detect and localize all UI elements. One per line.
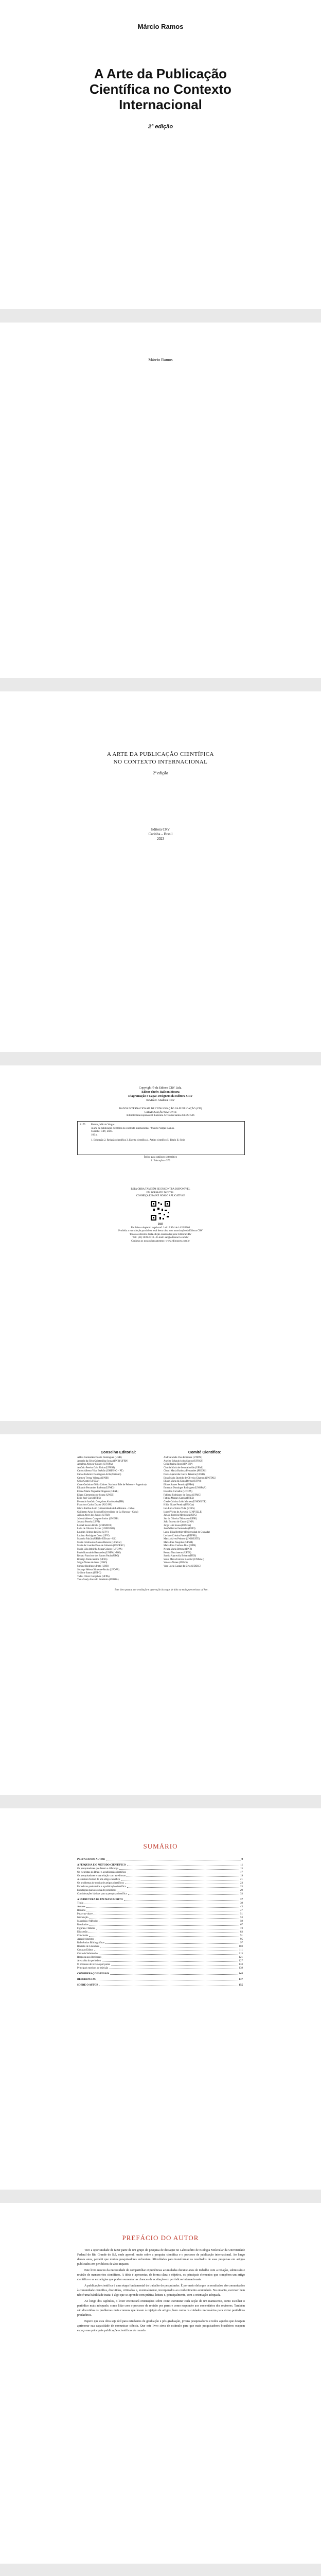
- toc-entry[interactable]: [77, 1874, 243, 1878]
- toc-leader: [106, 1858, 241, 1860]
- toc-leader: [127, 1871, 239, 1873]
- toc-entry-page: 103: [239, 1945, 243, 1948]
- catalog-heading: [0, 1108, 321, 1118]
- qr-code-icon: [150, 1200, 171, 1221]
- toc-entry-page: 91: [240, 1935, 243, 1937]
- toc-entry-page: 37: [240, 1899, 243, 1901]
- toc-leader: [110, 1972, 238, 1975]
- council-member: Maria de Lourdes Pinto de Almeida (UNOESC): [77, 1545, 125, 1548]
- toc-entry-title: CONSIDERAÇÕES FINAIS: [77, 1973, 109, 1975]
- toc-entry-title: A escolha do periódico: [77, 1960, 101, 1962]
- toc-leader: [102, 1959, 238, 1962]
- toc-entry-page: 19: [240, 1875, 243, 1877]
- preface-page: [0, 2203, 321, 2564]
- toc-entry[interactable]: [77, 1882, 243, 1885]
- scientific-committee-list: [164, 1456, 246, 1569]
- toc-leader: [99, 1920, 239, 1922]
- toc-entry-page: 67: [240, 1924, 243, 1926]
- council-member: Aldira Guimarães Duarte Domínguez (UNB): [77, 1456, 122, 1459]
- toc-entry-title: A ESTRUTURA DE UM MANUSCRITO: [77, 1899, 123, 1901]
- toc-entry-page: 127: [239, 1960, 243, 1962]
- toc-entry-page: 73: [240, 1927, 243, 1930]
- rights-line: ESTA OBRA TAMBÉM SE ENCONTRA DISPONÍVEL: [131, 1188, 190, 1191]
- toc-entry[interactable]: [77, 1858, 243, 1861]
- preface-paragraph: Tive a oportunidade de fazer parte de um grupo de pesquisa de destaque no Laboratório de Biologia Molecular da Universidade Federal do Rio Grande do Sul, onde aprendi muito sobre a pesquisa científica e o processo de publicação internacional. Ao longo desses anos, percebi que muitos pesquisadores enfrentam dificuldades para transformar os resultados de suas pesquisas em artigos publicados em periódicos de alto impacto.: [77, 2249, 245, 2266]
- toc-entry[interactable]: [77, 1916, 243, 1920]
- copyright-line: Copyright © da Editora CRV Ltda.: [139, 1087, 182, 1090]
- council-member: Elione Maria Nogueira Diogenes (UFAL): [77, 1490, 119, 1493]
- preface-paragraph: Este livro nasceu da necessidade de compartilhar experiências acumuladas durante anos de trabalho com a redação, submissão e revisão de manuscritos científicos. A ideia é apresentar, de forma clara e objetiva, os principais elementos que compõem um artigo científico e as estratégias que podem aumentar as chances de aceitação em periódicos internacionais.: [77, 2269, 245, 2281]
- toc-entry[interactable]: [77, 1972, 243, 1976]
- council-member: João Adalberto Campato Junior (UNESP): [77, 1517, 119, 1520]
- toc-entry[interactable]: [77, 1956, 243, 1959]
- council-member: Sérgio Nunes de Jesus (IFRO): [77, 1562, 108, 1565]
- councils-footnote: Este livro passou por avaliação e aprovação às cegas de dois ou mais pareceristas ad hoc.: [115, 1589, 208, 1591]
- council-member: Maria Cristina dos Santos Bezerra (UFSCar): [77, 1541, 121, 1544]
- toc-entry[interactable]: [77, 1941, 243, 1945]
- toc-entry[interactable]: [77, 1934, 243, 1938]
- council-member: Neuza Maria Bettenz (UNB): [164, 1548, 192, 1551]
- toc-entry-page: 115: [239, 1953, 243, 1955]
- footer-line: 2023: [158, 1223, 163, 1226]
- toc-entry-title: Revisão de Literatura: [77, 1945, 100, 1948]
- council-member: Paulo Romualdo Hernandes (UNIFAL-MG): [77, 1551, 121, 1554]
- copyright-line: Diagramação e Capa: Designers da Editora CRV: [128, 1095, 193, 1098]
- toc-entry[interactable]: [77, 1948, 243, 1952]
- catalog-line: A arte da publicação científica no contexto internacional / Márcio Vargas Ramos.: [91, 1127, 175, 1130]
- council-member: Maria Lília Imbiriba Sousa Colares (UFOPA): [77, 1548, 122, 1551]
- year: 2023: [157, 837, 164, 841]
- toc-entry-title: SOBRE O AUTOR: [77, 1984, 99, 1987]
- toc-entry[interactable]: [77, 1912, 243, 1916]
- footer-line: Conheça os nossos lançamentos: www.editoracrv.com.br: [131, 1240, 190, 1243]
- preface-paragraph: A publicação científica é uma etapa fundamental do trabalho do pesquisador. É por meio dela que os resultados são comunicados à comunidade científica, discutidos, criticados e, eventualmente, incorporados ao conhecimento acumulado. No entanto, escrever bem não é uma habilidade inata; é algo que se aprende com prática, leitura e, principalmente, com a orientação adequada.: [77, 2284, 245, 2297]
- toc-entry-title: A estrutura formal de um artigo científico: [77, 1878, 120, 1881]
- council-member: Carlos Federico Dominguez Avila (Unieuro): [77, 1473, 121, 1476]
- toc-entry[interactable]: [77, 1963, 243, 1967]
- council-member: Jaciara Ferreira Mendonça (UFC): [164, 1514, 197, 1517]
- toc-entry-page: 11: [240, 1864, 243, 1867]
- toc-entry[interactable]: [77, 1863, 243, 1867]
- toc-entry-title: Resposta aos Revisores: [77, 1956, 101, 1959]
- council-member: Cesar Gerónimo Tello (Univer. Nacional Três de Febrero – Argentina): [77, 1483, 147, 1486]
- catalog-heading-line: Bibliotecária responsável: Luzenira Alves dos Santos CRB9/1506: [127, 1114, 194, 1117]
- title-imprint: [0, 827, 321, 841]
- cover-title-line: Científica no Contexto: [90, 81, 231, 97]
- toc-leader: [100, 1945, 238, 1947]
- toc-entry[interactable]: [77, 1967, 243, 1970]
- footer-line: Proibida a reprodução parcial ou total desta obra sem autorização da Editora CRV: [118, 1230, 203, 1232]
- toc-entry-title: Carta de Submissão: [77, 1953, 98, 1955]
- toc-list: [77, 1856, 243, 1987]
- council-member: Guillermo Arias Beatón (Universidade de La Havana – Cuba): [77, 1511, 138, 1514]
- toc-entry[interactable]: [77, 1902, 243, 1905]
- council-member: Célia Regina Rossi (UNESP): [164, 1463, 193, 1466]
- council-member: Cleoni Maria Barboza Fernandes (PUCRS): [164, 1470, 207, 1473]
- council-member: Carmen Tereza Velanga (UNIR): [77, 1477, 109, 1480]
- council-member: Andrea Maila Voss Kominek (UTFPR): [164, 1456, 202, 1459]
- toc-entry[interactable]: [77, 1952, 243, 1956]
- council-member: João Bezerra de Castro (UNP): [164, 1521, 194, 1524]
- toc-entry-title: O processo de revisão por pares: [77, 1963, 110, 1966]
- toc-entry-title: Resumo: [77, 1909, 86, 1912]
- page-separator: [0, 2564, 321, 2576]
- toc-entry-page: 43: [240, 1906, 243, 1908]
- council-member: Leonel Severo Rocha (UNISINOS): [77, 1524, 113, 1527]
- index-block: [0, 1156, 321, 1163]
- toc-entry[interactable]: [77, 1945, 243, 1948]
- council-member: Jailson Alves dos Santos (UFRJ): [77, 1514, 110, 1517]
- toc-entry-page: 25: [240, 1886, 243, 1888]
- council-member: Fabiana Rodrigues de Sousa (UFMG): [164, 1494, 201, 1497]
- catalog-card: [77, 1121, 245, 1155]
- toc-leader: [99, 1984, 238, 1986]
- rights-line: CONHEÇA E BAIXE NOSSO APLICATIVO!: [136, 1195, 185, 1197]
- preface-heading: PREFÁCIO DO AUTOR: [122, 2234, 199, 2242]
- councils-page: [0, 1434, 321, 1795]
- toc-entry-page: 147: [239, 1978, 243, 1981]
- toc-entry-title: Os pesquisadores que fazem a diferença: [77, 1868, 119, 1870]
- catalog-entries: [91, 1124, 240, 1143]
- rights-line: EM FORMATO DIGITAL.: [146, 1191, 175, 1194]
- toc-leader: [86, 1905, 239, 1908]
- council-member: Eduardo Fernandes Barbosa (UFMG): [77, 1487, 115, 1490]
- toc-leader: [86, 1909, 239, 1911]
- council-member: Tania Suely Azevedo Brasileiro (UFOPA): [77, 1579, 119, 1582]
- toc-entry[interactable]: [77, 1923, 243, 1927]
- toc-entry-page: 17: [240, 1871, 243, 1874]
- council-member: Jorge Luiz Sousa (UFSCar): [164, 1524, 191, 1527]
- toc-entry-title: Introdução: [77, 1917, 88, 1919]
- toc-leader: [127, 1885, 239, 1888]
- cover-title: [0, 66, 321, 112]
- council-member: Anelise Schaurich dos Santos (UFRGS): [164, 1460, 203, 1463]
- toc-entry-page: 23: [240, 1882, 243, 1885]
- footer-line: Todos os direitos desta edição reservados pela: Editora CRV: [129, 1233, 192, 1236]
- cover-title-line: A Arte da Publicação: [94, 66, 227, 81]
- toc-entry-page: 53: [240, 1917, 243, 1919]
- toc-entry-title: Carta ao Editor: [77, 1949, 93, 1952]
- toc-entry-title: Os cientistas no Brasil e a publicação científica: [77, 1871, 126, 1874]
- council-member: Izabel Vieira de Azevedo (UNIVILLE): [164, 1511, 203, 1514]
- council-member: Laura Elisa Berthier (Universidad de Granada): [164, 1531, 210, 1534]
- toc-entry-title: PREFÁCIO DO AUTOR: [77, 1858, 105, 1861]
- council-member: Luciane Cristina Prates (UTFPR): [164, 1534, 197, 1537]
- toc-leader: [102, 1956, 238, 1958]
- catalog-line: 1. Educação 2. Redação científica 3. Escrita científica 4. Artigo científico 5. Título II. Série: [91, 1139, 185, 1142]
- toc-entry[interactable]: [77, 1978, 243, 1981]
- toc-leader: [96, 1927, 239, 1929]
- toc-leader: [119, 1867, 239, 1870]
- council-member: Carlos Alberto Vilar Estêvão (UMINHO – PT): [77, 1470, 123, 1473]
- toc-entry-title: Palavras-chave: [77, 1913, 93, 1916]
- toc-entry-page: 97: [240, 1942, 243, 1944]
- council-member: Antônio Pereira Gaio Júnior (UFRRJ): [77, 1466, 115, 1469]
- copyright-block: [0, 1086, 321, 1103]
- council-member: Francisco Carlos Duarte (PUC-PR): [77, 1504, 112, 1507]
- toc-heading: SUMÁRIO: [143, 1842, 178, 1850]
- scientific-committee: [164, 1450, 246, 1569]
- council-member: Josania Portela (UFPI): [77, 1521, 100, 1524]
- toc-entry[interactable]: [77, 1909, 243, 1912]
- council-member: Luciano Rodrigues Costa (UFV): [77, 1534, 110, 1537]
- council-member: Lídia de Oliveira Xavier (UNIEURO): [77, 1528, 115, 1531]
- half-title-author: Márcio Ramos: [148, 358, 173, 362]
- toc-entry-title: Agradecimentos: [77, 1938, 94, 1941]
- toc-leader: [117, 1889, 239, 1891]
- copyright-footer: [0, 1223, 321, 1243]
- catalog-line: 160 p.: [91, 1133, 98, 1137]
- toc-entry[interactable]: [77, 1959, 243, 1963]
- toc-entry[interactable]: [77, 1927, 243, 1930]
- council-member: Iara Lucia Torres Vidal (UFES): [164, 1507, 195, 1510]
- toc-entry-title: Periódicos predatórios e a publicação científica: [77, 1886, 126, 1888]
- toc-leader: [121, 1878, 239, 1880]
- cover-page: [0, 0, 321, 309]
- council-member: Renata Nascimento (UFES): [164, 1551, 191, 1554]
- toc-entry[interactable]: [77, 1889, 243, 1892]
- toc-entry[interactable]: [77, 1871, 243, 1874]
- toc-leader: [89, 1934, 239, 1937]
- page-separator: [0, 678, 321, 691]
- toc-entry-title: Estratégias para escolha de periódicos: [77, 1889, 117, 1892]
- council-member: Dalva Aparecida Garcia Teixeira (UFRR): [164, 1473, 205, 1476]
- council-member: Renato Francisco dos Santos Paula (UFG): [77, 1555, 119, 1558]
- toc-page: [0, 1808, 321, 2190]
- editorial-council-heading: Conselho Editorial:: [100, 1450, 136, 1454]
- page-separator: [0, 1421, 321, 1434]
- index-line: 1. Educação – 370: [151, 1159, 170, 1162]
- page-separator: [0, 1052, 321, 1065]
- toc-leader: [105, 1941, 239, 1944]
- toc-leader: [97, 1978, 238, 1980]
- toc-entry-page: 9: [241, 1858, 243, 1861]
- council-member: Celso Conti (UFSCar): [77, 1480, 99, 1483]
- publisher: Editora CRV: [151, 827, 170, 832]
- council-member: Andréia da Silva Quintanilha Sousa (UNIR/UFRN): [77, 1460, 128, 1463]
- toc-leader: [127, 1874, 239, 1877]
- toc-entry-page: 33: [240, 1893, 243, 1895]
- toc-entry-title: Referências Bibliográficas: [77, 1942, 105, 1944]
- toc-entry[interactable]: [77, 1930, 243, 1934]
- council-member: Anselmo Alencar Colares (UFOPA): [77, 1463, 113, 1466]
- toc-entry-title: Materiais e Métodos: [77, 1920, 99, 1923]
- toc-entry[interactable]: [77, 1892, 243, 1896]
- toc-entry-page: 111: [239, 1949, 243, 1952]
- council-member: Fernando Antônio Gonçalves Alcoforado (IPB): [77, 1500, 124, 1503]
- council-member: Elizeu Clementino de Souza (UNEB): [77, 1494, 114, 1497]
- preface-body: [77, 2248, 245, 2335]
- toc-leader: [88, 1930, 239, 1933]
- toc-entry[interactable]: [77, 1938, 243, 1941]
- toc-leader: [127, 1863, 240, 1866]
- council-member: Gisele Cristina Leão Moraes (UNIOESTE): [164, 1500, 206, 1503]
- toc-entry-page: 47: [240, 1909, 243, 1912]
- toc-entry-page: 29: [240, 1889, 243, 1892]
- council-member: Vera Lúcia Gaspar da Silva (UDESC): [164, 1565, 201, 1568]
- toc-entry[interactable]: [77, 1885, 243, 1889]
- council-member: Sydione Santos (UEPG): [77, 1572, 101, 1575]
- council-member: Hilda Eliane Pereira (UFSCar): [164, 1504, 194, 1507]
- toc-entry-title: Título: [77, 1902, 84, 1905]
- council-member: Marcia Alves Pedroso (UNIOESTE): [164, 1538, 200, 1541]
- toc-entry-title: Os pesquisadores e sua relação com as editoras: [77, 1875, 126, 1877]
- toc-entry-page: 51: [240, 1913, 243, 1916]
- toc-leader: [124, 1898, 239, 1901]
- council-member: Marcelo Paixão (UFRJ e UTexas – US): [77, 1538, 116, 1541]
- page-separator: [0, 1795, 321, 1808]
- index-line: Índice para catálogo sistemático: [144, 1156, 177, 1159]
- title-page: [0, 691, 321, 1052]
- copyright-line: Editor-chefe: Railson Moura: [141, 1091, 180, 1094]
- toc-leader: [90, 1916, 239, 1919]
- toc-entry-title: A PESQUISA E O MÉTODO CIENTÍFICO: [77, 1864, 126, 1867]
- council-member: Gloria Fariñas León (Universidade de La Havana – Cuba): [77, 1507, 135, 1510]
- council-member: Vanessa Nunes (UEMS): [164, 1562, 188, 1565]
- toc-entry-page: 59: [240, 1920, 243, 1923]
- toc-leader: [90, 1923, 239, 1926]
- toc-entry[interactable]: [77, 1867, 243, 1871]
- toc-leader: [125, 1882, 239, 1884]
- footer-line: Foi feito o depósito legal conf. Lei 10.994 de 14/12/2004: [131, 1226, 190, 1229]
- preface-paragraph: Espero que esta obra seja útil para estudantes de graduação e pós-graduação, jovens pesquisadores e todos aqueles que desejam aprimorar sua capacidade de comunicar ciência. Que este livro sirva de estímulo para que mais pesquisadores brasileiros ocupem espaço nas principais publicações científicas do mundo.: [77, 2320, 245, 2332]
- toc-leader: [109, 1967, 238, 1969]
- toc-entry[interactable]: [77, 1920, 243, 1923]
- toc-entry-title: Discussão: [77, 1931, 88, 1934]
- title-edition: 2ª edição: [153, 771, 168, 775]
- title-line-1: A ARTE DA PUBLICAÇÃO CIENTÍFICA: [107, 751, 214, 757]
- council-member: Rodrigo Pratte-Santos (UFES): [77, 1558, 108, 1561]
- editorial-council: [77, 1450, 159, 1582]
- city: Curitiba – Brasil: [148, 832, 173, 836]
- page-separator: [0, 309, 321, 323]
- catalog-heading-line: CATALOGAÇÃO NA FONTE: [144, 1111, 177, 1114]
- toc-leader: [111, 1963, 238, 1965]
- council-member: Lourdes Helena da Silva (UFV): [77, 1531, 109, 1534]
- toc-entry-page: 21: [240, 1878, 243, 1881]
- toc-entry-page: 39: [240, 1902, 243, 1905]
- council-member: Eliane Maria da Costa Bertuz (UFPel): [164, 1480, 202, 1483]
- council-member: Maria Ines Naujorks (UFSM): [164, 1541, 193, 1544]
- catalog-code: R175: [80, 1124, 85, 1126]
- toc-entry-title: Resultados: [77, 1924, 88, 1926]
- cover-author: Márcio Ramos: [137, 23, 184, 30]
- toc-entry-title: Figuras e Tabelas: [77, 1927, 95, 1930]
- toc-entry[interactable]: [77, 1878, 243, 1882]
- cover-title-line: Internacional: [119, 97, 202, 112]
- toc-leader: [95, 1938, 239, 1940]
- toc-entry-page: 83: [240, 1931, 243, 1934]
- council-member: Sandra Aparecida Bobato (IFES): [164, 1555, 197, 1558]
- catalog-heading-line: DADOS INTERNACIONAIS DE CATALOGAÇÃO NA PUBLICAÇÃO (CIP): [119, 1108, 202, 1110]
- council-member: Jair de Oliveira Thimoteo (UFRJ): [164, 1517, 197, 1520]
- toc-entry-title: REFERÊNCIAS: [77, 1978, 96, 1981]
- half-title-page: [0, 323, 321, 678]
- toc-entry-page: 155: [239, 1984, 243, 1987]
- toc-entry-title: Principais motivos de rejeição: [77, 1967, 109, 1970]
- editorial-council-list: [77, 1456, 159, 1582]
- council-member: Tadeu Oliver Gonçalves (UFPA): [77, 1575, 110, 1578]
- toc-entry-title: Conclusão: [77, 1935, 88, 1937]
- council-member: Eliane Soares Ferreira (UFPel): [164, 1483, 194, 1486]
- council-member: Fatima Moraes Garcia (UFES): [164, 1497, 194, 1500]
- council-member: Edna Maria Querido de Oliveira Chamon (UNITAU): [164, 1477, 216, 1480]
- toc-entry[interactable]: [77, 1984, 243, 1987]
- council-member: Élsio José Corá (UFFS): [77, 1497, 101, 1500]
- council-member: Marta Pina Cardoso Dias (IFPR): [164, 1545, 196, 1548]
- toc-entry[interactable]: [77, 1905, 243, 1909]
- toc-leader: [94, 1912, 239, 1915]
- title-line-2: NO CONTEXTO INTERNACIONAL: [113, 759, 208, 765]
- footer-line: Tel.: (41) 3039-6418 – E-mail: sac@editoracrv.com.br: [132, 1236, 189, 1239]
- council-member: Simone Rodrigues Pinto (UNB): [77, 1565, 109, 1568]
- rights-block: [0, 1188, 321, 1198]
- council-member: Emerson Domingos Rodrigues (UNOPAR): [164, 1487, 206, 1490]
- toc-entry[interactable]: [77, 1898, 243, 1902]
- council-member: Solange Helena Ximenes-Rocha (UFOPA): [77, 1568, 120, 1571]
- catalog-line: Ramos, Márcio Vargas.: [91, 1124, 115, 1126]
- toc-entry-page: 95: [240, 1938, 243, 1941]
- copyright-page: [0, 1065, 321, 1421]
- council-member: Cinthia Maria de Sena Abrahão (UFAL): [164, 1466, 204, 1469]
- toc-entry-page: 139: [239, 1967, 243, 1970]
- toc-leader: [128, 1892, 240, 1895]
- toc-entry-title: Os problemas de escrita de artigos científicos: [77, 1882, 124, 1885]
- toc-leader: [99, 1952, 238, 1955]
- page-separator: [0, 2190, 321, 2203]
- council-member: Everaldo Carvalho (UFOPA): [164, 1490, 192, 1493]
- toc-leader: [84, 1902, 239, 1904]
- toc-entry-page: 133: [239, 1963, 243, 1966]
- preface-paragraph: Ao longo dos capítulos, o leitor encontrará orientações sobre como estruturar cada seção de um manuscrito, como escolher o periódico mais adequado, como lidar com o processo de revisão por pares e como responder aos comentários dos revisores. Também são discutidos os problemas mais comuns que levam à rejeição de artigos, bem como os cuidados necessários para evitar periódicos predatórios.: [77, 2300, 245, 2317]
- copyright-line: Revisão: Analista CRV: [146, 1099, 175, 1102]
- catalog-line: Curitiba: CRV, 2023.: [91, 1130, 113, 1133]
- cover-edition: 2ª edição: [148, 124, 173, 130]
- council-member: Josefa Barros Fernandes (UFPI): [164, 1528, 195, 1531]
- toc-leader: [94, 1948, 238, 1951]
- scientific-committee-heading: Comitê Científico:: [188, 1450, 222, 1454]
- council-member: Sonia Maria Ferreira Koehler (UNISAL): [164, 1558, 204, 1561]
- toc-entry-page: 15: [240, 1868, 243, 1870]
- toc-entry-page: 121: [239, 1956, 243, 1959]
- toc-entry-title: Considerações básicas para a pesquisa científica: [77, 1893, 127, 1895]
- toc-entry-title: Autores: [77, 1906, 85, 1908]
- toc-entry-page: 145: [239, 1973, 243, 1975]
